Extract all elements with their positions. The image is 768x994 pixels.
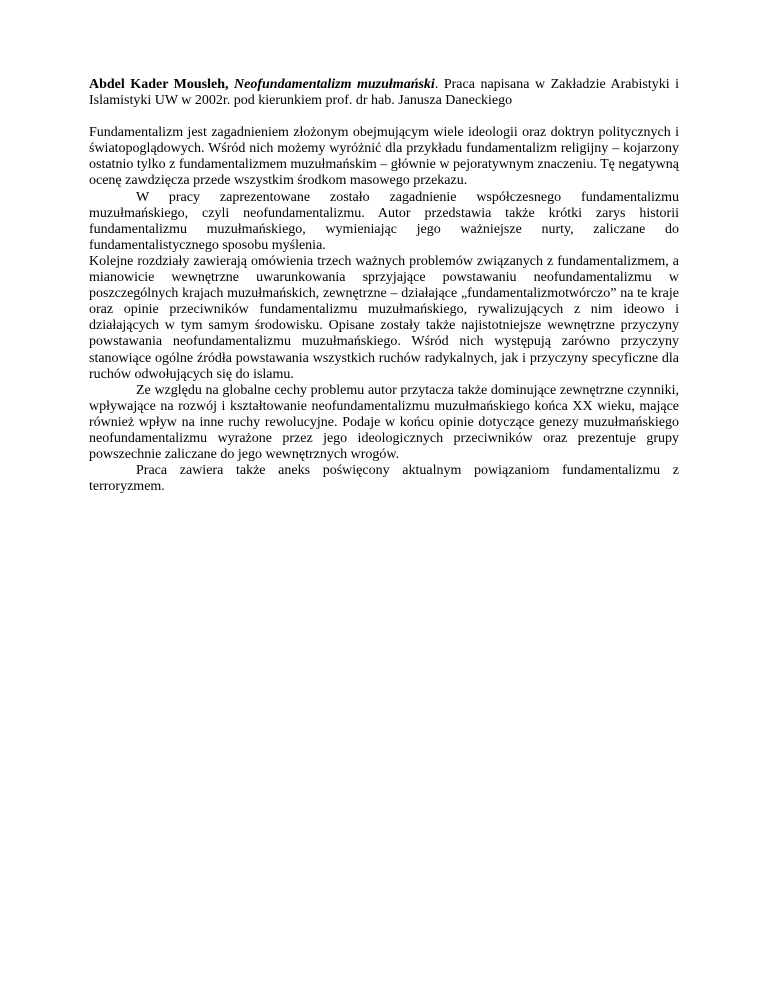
paragraph-4: Ze względu na globalne cechy problemu autor przytacza także dominujące zewnętrzne czynniki, wpływające na rozwój i kształtowanie neofundamentalizmu muzułmańskiego końca XX wieku, mające również wpływ na inne ruchy rewolucyjne. Podaje w końcu opinie dotyczące genezy muzułmańskiego neofundamentalizmu wyrażone przez jego ideologicznych przeciwników oraz prezentuje grupy powszechnie zaliczane do jego wewnętrznych wrogów. <box>89 382 679 463</box>
paragraph-1: Fundamentalizm jest zagadnieniem złożonym obejmującym wiele ideologii oraz doktryn politycznych i światopoglądowych. Wśród nich możemy wyróżnić dla przykładu fundamentalizm religijny – kojarzony ostatnio tylko z fundamentalizmem muzułmańskim – głównie w pejoratywnym znaczeniu. Tę negatywną ocenę zawdzięcza przede wszystkim środkom masowego przekazu. <box>89 125 679 189</box>
paragraph-5: Praca zawiera także aneks poświęcony aktualnym powiązaniom fundamentalizmu z terroryzmem. <box>89 463 679 495</box>
paragraph-3: Kolejne rozdziały zawierają omówienia trzech ważnych problemów związanych z fundamentalizmem, a mianowicie wewnętrzne uwarunkowania sprzyjające powstawaniu neofundamentalizmu w poszczególnych krajach muzułmańskich, zewnętrzne – działające „fundamentalizmotwórczo” na te kraje oraz opinie przeciwników fundamentalizmu muzułmańskiego, rywalizujących z nim ideowo i działających w tym samym środowisku. Opisane zostały także najistotniejsze wewnętrzne przyczyny powstawania neofundamentalizmu muzułmańskiego. Wśród nich występują zarówno przyczyny stanowiące ogólne źródła powstawania wszystkich ruchów radykalnych, jak i przyczyny specyficzne dla ruchów odwołujących się do islamu. <box>89 253 679 382</box>
document-header <box>89 77 679 109</box>
author-name: Abdel Kader Mousleh, <box>89 77 229 92</box>
document-body <box>89 77 679 495</box>
paragraph-2: W pracy zaprezentowane zostało zagadnienie współczesnego fundamentalizmu muzułmańskiego, czyli neofundamentalizmu. Autor przedstawia także krótki zarys historii fundamentalizmu muzułmańskiego, wymieniając jego ważniejsze nurty, zaliczane do fundamentalistycznego sposobu myślenia. <box>89 189 679 253</box>
work-title: Neofundamentalizm muzułmański <box>234 77 435 92</box>
header-details: . Praca napisana w Zakładzie Arabistyki i Islamistyki UW w 2002r. pod kierunkiem prof. dr hab. Janusza Daneckiego <box>89 77 679 109</box>
